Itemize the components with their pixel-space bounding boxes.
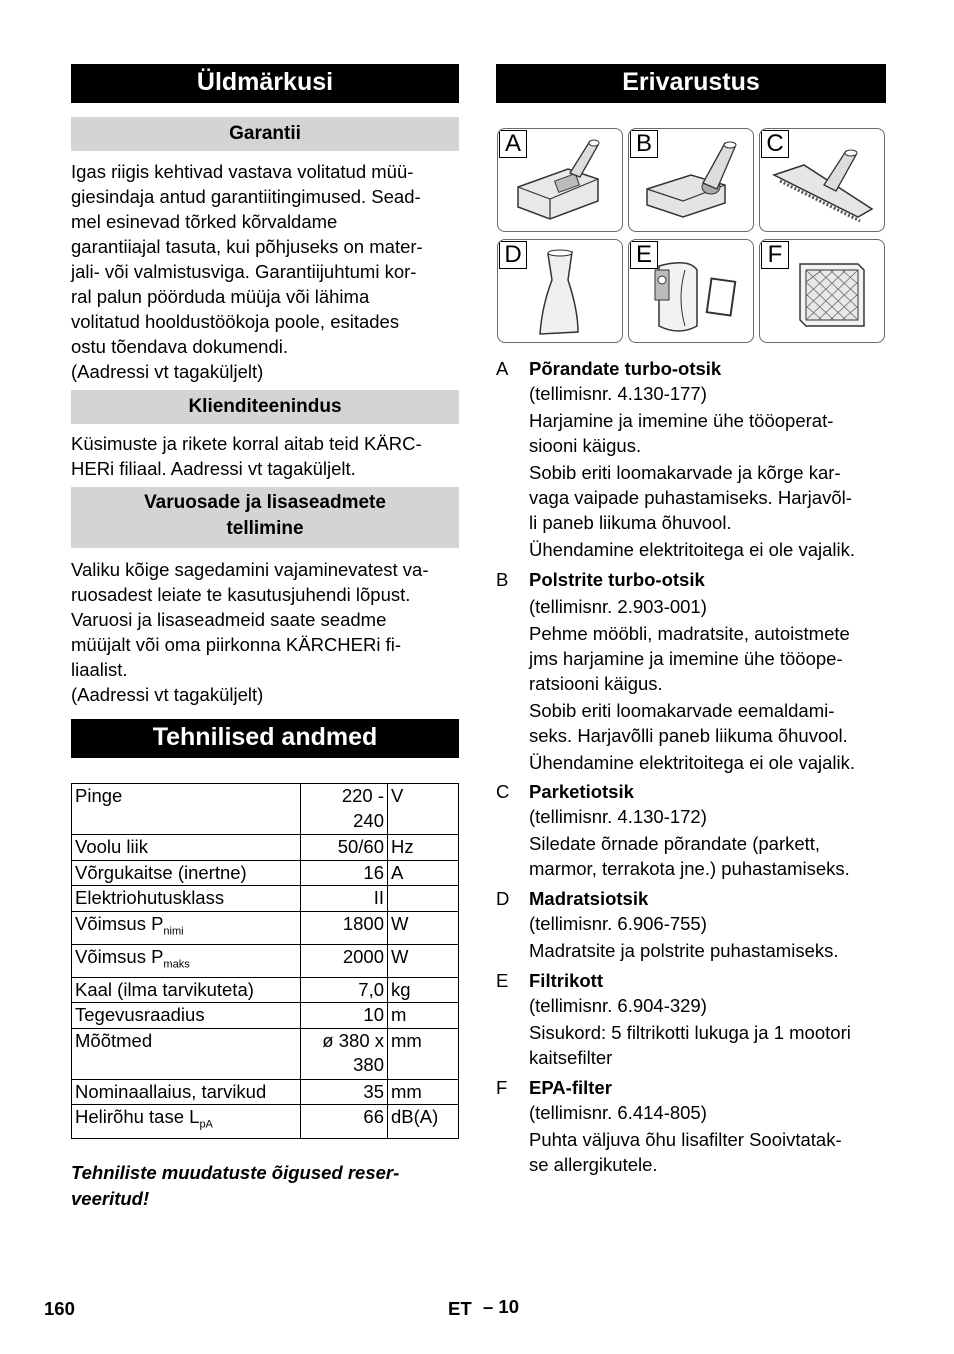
spec-table (71, 783, 459, 1139)
spec-unit: mm (388, 1079, 459, 1105)
text-line: Puhta väljuva õhu lisafilter Sooivtatak- (529, 1129, 842, 1150)
item-order-number: (tellimisnr. 2.903-001) (529, 596, 707, 617)
table-row (72, 977, 459, 1003)
parquet-nozzle-drawing (760, 129, 884, 231)
item-letter: D (496, 888, 510, 909)
item-name: Polstrite turbo-otsik (529, 569, 705, 590)
item-name: Filtrikott (529, 970, 603, 991)
spec-value: 66 (301, 1105, 388, 1138)
image-floor-turbo-nozzle (497, 128, 623, 232)
text-line: garantiiajal tasuta, kui põhjuseks on mater- (71, 236, 423, 257)
text-line: ratsiooni käigus. (529, 673, 663, 694)
accessory-item-c (496, 779, 886, 881)
text-line: (Aadressi vt tagaküljelt) (71, 684, 264, 705)
spec-value: 10 (301, 1003, 388, 1029)
spec-value: 1800 (301, 911, 388, 944)
reservation-note (71, 1160, 459, 1212)
ordering-text (71, 557, 459, 707)
text-line: Ühendamine elektritoitega ei ole vajalik. (529, 539, 855, 560)
spec-unit: W (388, 911, 459, 944)
accessory-item-f (496, 1075, 886, 1177)
text-line: Sobib eriti loomakarvade eemaldami- (529, 700, 835, 721)
item-order-number: (tellimisnr. 4.130-172) (529, 806, 707, 827)
text-line: kaitsefilter (529, 1047, 613, 1068)
note-line: Tehniliste muudatuste õigused reser- (71, 1162, 400, 1183)
text-line: Sisukord: 5 filtrikotti lukuga ja 1 mootori (529, 1022, 851, 1043)
item-name: Parketiotsik (529, 781, 634, 802)
spec-value: 50/60 (301, 835, 388, 861)
text-line: müüjalt või oma piirkonna KÄRCHERi fi- (71, 634, 402, 655)
language-code: ET (448, 1298, 472, 1319)
text-line: siooni käigus. (529, 435, 642, 456)
spec-unit: mm (388, 1028, 459, 1079)
spec-value: ø 380 x 380 (301, 1028, 388, 1079)
heading-accessories: Erivarustus (496, 64, 886, 103)
spec-label: Elektriohutusklass (72, 886, 301, 912)
spec-label: Võrgukaitse (inertne) (72, 860, 301, 886)
tile-label: A (499, 130, 527, 158)
mattress-nozzle-drawing (498, 240, 622, 342)
text-line: volitatud hooldustöökoja poole, esitades (71, 311, 400, 332)
text-line: giesindaja antud garantiitingimused. Sead- (71, 186, 421, 207)
text-line: ral palun pöörduda müüja või lähima (71, 286, 370, 307)
item-order-number: (tellimisnr. 6.904-329) (529, 995, 707, 1016)
spec-unit: Hz (388, 835, 459, 861)
item-letter: F (496, 1077, 508, 1098)
heading-line: Varuosade ja lisaseadmete (144, 492, 386, 513)
text-line: HERi filiaal. Aadressi vt tagaküljelt. (71, 458, 356, 479)
tile-label: F (761, 241, 789, 269)
table-row (72, 835, 459, 861)
spec-label: Võimsus $P_{maks}$ (72, 944, 301, 977)
text-line: ruosadest leiate te kasutusjuhendi lõpust. (71, 584, 411, 605)
item-letter: B (496, 569, 509, 590)
text-line: jms harjamine ja imemine ühe tööope- (529, 648, 843, 669)
text-line: ostu tõendava dokumendi. (71, 336, 289, 357)
text-line: marmor, terrakota jne.) puhastamiseks. (529, 858, 850, 879)
spec-label: Voolu liik (72, 835, 301, 861)
item-name: Põrandate turbo-otsik (529, 358, 722, 379)
text-line: Pehme mööbli, madratsite, autoistmete (529, 623, 850, 644)
table-row (72, 1028, 459, 1079)
heading-customer-service: Klienditeenindus (71, 390, 459, 424)
spec-value: 16 (301, 860, 388, 886)
tile-label: B (630, 130, 658, 158)
spec-unit (388, 886, 459, 912)
table-row (72, 1105, 459, 1138)
spec-unit: W (388, 944, 459, 977)
item-order-number: (tellimisnr. 4.130-177) (529, 383, 707, 404)
text-line: Valiku kõige sagedamini vajaminevatest va- (71, 559, 429, 580)
spec-value: II (301, 886, 388, 912)
text-line: vaga vaipade puhastamiseks. Harjavõl- (529, 487, 852, 508)
table-row (72, 860, 459, 886)
table-row (72, 784, 459, 835)
accessory-image-grid (496, 127, 886, 341)
item-letter: C (496, 781, 510, 802)
spec-value: 220 - 240 (301, 784, 388, 835)
text-line: Varuosi ja lisaseadmeid saate seadme (71, 609, 387, 630)
accessory-item-d (496, 886, 886, 963)
spec-label: Kaal (ilma tarvikuteta) (72, 977, 301, 1003)
text-line: Harjamine ja imemine ühe tööoperat- (529, 410, 834, 431)
accessory-item-b (496, 567, 886, 775)
epa-filter-drawing (760, 240, 884, 342)
text-line: Sobib eriti loomakarvade ja kõrge kar- (529, 462, 841, 483)
spec-unit: V (388, 784, 459, 835)
page-number: 160 (44, 1298, 75, 1319)
text-line: Siledate õrnade põrandate (parkett, (529, 833, 821, 854)
spec-value: 2000 (301, 944, 388, 977)
filter-bag-drawing (629, 240, 753, 342)
item-order-number: (tellimisnr. 6.906-755) (529, 913, 707, 934)
spec-label: Mõõtmed (72, 1028, 301, 1079)
spec-unit: m (388, 1003, 459, 1029)
image-epa-filter (759, 239, 885, 343)
spec-unit: dB(A) (388, 1105, 459, 1138)
heading-general-notes: Üldmärkusi (71, 64, 459, 103)
text-line: liaalist. (71, 659, 128, 680)
text-line: li paneb liikuma õhuvool. (529, 512, 732, 533)
spec-label: Pinge (72, 784, 301, 835)
warranty-text (71, 159, 459, 384)
item-letter: E (496, 970, 509, 991)
image-upholstery-turbo-nozzle (628, 128, 754, 232)
text-line: Igas riigis kehtivad vastava volitatud müü- (71, 161, 414, 182)
tile-label: C (761, 130, 789, 158)
image-parquet-nozzle (759, 128, 885, 232)
spec-label: Tegevusraadius (72, 1003, 301, 1029)
note-line: veeritud! (71, 1188, 150, 1209)
text-line: (Aadressi vt tagaküljelt) (71, 361, 264, 382)
text-line: mel esinevad tõrked kõrvaldame (71, 211, 338, 232)
upholstery-turbo-nozzle-drawing (629, 129, 753, 231)
text-line: Küsimuste ja rikete korral aitab teid KÄRC- (71, 433, 422, 454)
text-line: seks. Harjavõlli paneb liikuma õhuvool. (529, 725, 848, 746)
accessory-item-a (496, 356, 886, 562)
tile-label: D (499, 241, 527, 269)
spec-value: 7,0 (301, 977, 388, 1003)
heading-technical-data: Tehnilised andmed (71, 719, 459, 758)
text-line: jali- või valmistusviga. Garantiijuhtumi kor- (71, 261, 417, 282)
spec-label: Võimsus $P_{nimi}$ (72, 911, 301, 944)
floor-turbo-nozzle-drawing (498, 129, 622, 231)
table-row (72, 886, 459, 912)
item-name: Madratsiotsik (529, 888, 649, 909)
text-line: Madratsite ja polstrite puhastamiseks. (529, 940, 839, 961)
text-line: se allergikutele. (529, 1154, 658, 1175)
image-mattress-nozzle (497, 239, 623, 343)
table-row (72, 944, 459, 977)
image-filter-bag (628, 239, 754, 343)
spec-label: Helirõhu tase $L_{pA}$ (72, 1105, 301, 1138)
tile-label: E (630, 241, 658, 269)
heading-warranty: Garantii (71, 117, 459, 151)
heading-line: tellimine (226, 518, 304, 539)
heading-ordering (71, 487, 459, 548)
spec-label: Nominaallaius, tarvikud (72, 1079, 301, 1105)
spec-unit: A (388, 860, 459, 886)
section-page-number: – 10 (483, 1296, 520, 1317)
table-row (72, 911, 459, 944)
item-order-number: (tellimisnr. 6.414-805) (529, 1102, 707, 1123)
table-row (72, 1079, 459, 1105)
spec-value: 35 (301, 1079, 388, 1105)
spec-unit: kg (388, 977, 459, 1003)
item-letter: A (496, 358, 509, 379)
text-line: Ühendamine elektritoitega ei ole vajalik. (529, 752, 855, 773)
table-row (72, 1003, 459, 1029)
customer-service-text (71, 431, 459, 481)
accessory-item-e (496, 968, 886, 1070)
item-name: EPA-filter (529, 1077, 612, 1098)
